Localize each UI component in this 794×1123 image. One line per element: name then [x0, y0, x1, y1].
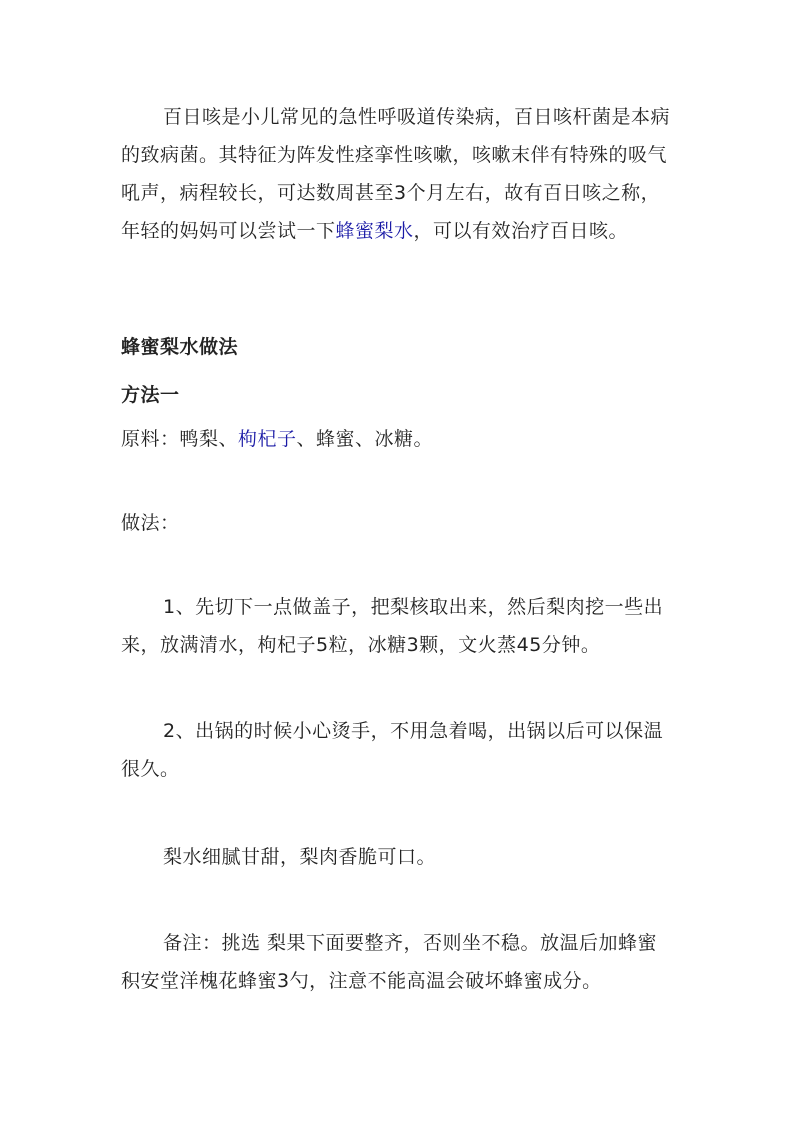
ingredients-suffix: 、蜂蜜、冰糖。 [296, 428, 434, 450]
goji-berry-link[interactable]: 枸杞子 [238, 428, 297, 450]
ingredients-line [121, 420, 674, 458]
step-2: 2、出锅的时候小心烫手，不用急着喝，出锅以后可以保温很久。 [121, 720, 664, 780]
section-title: 蜂蜜梨水做法 [121, 336, 239, 358]
steps-label: 做法： [121, 512, 180, 534]
intro-paragraph [121, 98, 674, 250]
step-1: 1、先切下一点做盖子，把梨核取出来，然后梨肉挖一些出来，放满清水，枸杞子5粒，冰糖3颗，文火蒸45分钟。 [121, 596, 664, 656]
honey-pear-water-link[interactable]: 蜂蜜梨水 [335, 220, 414, 242]
intro-text-end: ，可以有效治疗百日咳。 [413, 220, 629, 242]
ingredients-prefix: 原料：鸭梨、 [121, 428, 239, 450]
remark-paragraph: 备注：挑选 梨果下面要整齐，否则坐不稳。放温后加蜂蜜积安堂洋槐花蜂蜜3勺，注意不能高温会破坏蜂蜜成分。 [121, 932, 658, 992]
method-title: 方法一 [121, 384, 180, 406]
taste-note: 梨水细腻甘甜，梨肉香脆可口。 [163, 846, 437, 868]
intro-text-start: 百日咳是小儿常见的急性呼吸道传染病，百日咳杆菌是本病的致病菌。其特征为阵发性痉挛性咳嗽，咳嗽末伴有特殊的吸气吼声，病程较长，可达数周甚至3个月左右，故有百日咳之称，年轻的妈妈可以尝试一下 [121, 106, 671, 242]
